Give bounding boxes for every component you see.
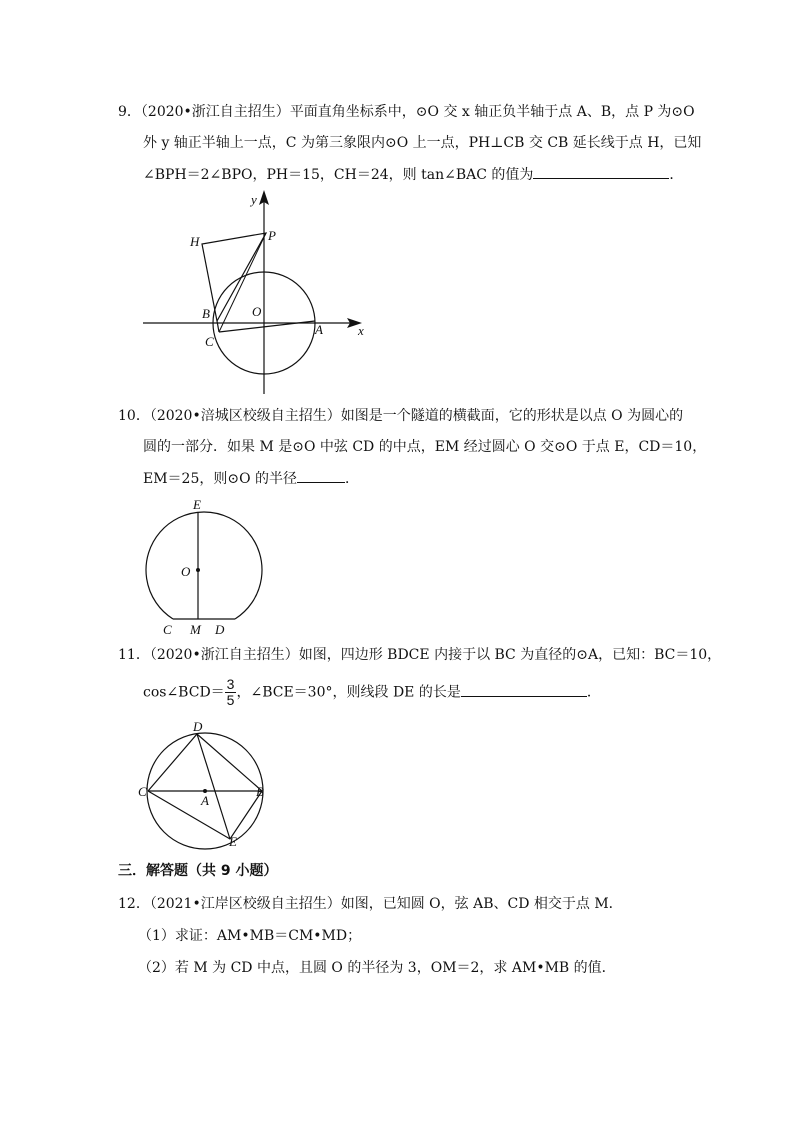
q10-line-3: [143, 468, 359, 489]
label-e: E: [229, 834, 237, 849]
q11-text-1: 如图，四边形 BDCE 内接于以 BC 为直径的⊙A，已知：BC＝10，: [298, 647, 722, 663]
q9-end: ．: [669, 167, 684, 183]
q12-line-1: [118, 894, 623, 914]
q9-text-1: 平面直角坐标系中，⊙O 交 x 轴正负半轴于点 A、B，点 P 为⊙O: [289, 104, 695, 120]
q12-source: （2021•江岸区校级自主招生）: [149, 896, 341, 912]
label-b: B: [256, 784, 264, 799]
label-o: O: [181, 564, 191, 579]
label-d: D: [215, 622, 225, 637]
q10-figure: [135, 496, 265, 641]
q12-text-1: 如图，已知圆 O，弦 AB、CD 相交于点 M．: [340, 896, 623, 912]
fraction-3-5: [225, 677, 237, 708]
label-c: C: [138, 784, 147, 799]
q9-line-1: [118, 102, 695, 122]
q9-answer-blank[interactable]: [533, 164, 669, 179]
q12-part-1: （1）求证：AM•MB＝CM•MD；: [138, 928, 362, 944]
q9-line-2: [143, 133, 701, 153]
q9-number: 9．: [118, 104, 141, 120]
q10-source: （2020•涪城区校级自主招生）: [149, 408, 341, 424]
q10-end: ．: [345, 471, 360, 487]
q9-text-2: 外 y 轴正半轴上一点，C 为第三象限内⊙O 上一点，PH⊥CB 交 CB 延长线于点 H，已知: [143, 135, 702, 151]
q10-line-2: [143, 437, 706, 457]
q11-figure: [138, 721, 278, 851]
q12-number: 12．: [118, 896, 150, 912]
quad-c-d-b-e-c: [148, 734, 262, 839]
q10-number: 10．: [118, 408, 150, 424]
label-h: H: [190, 234, 200, 249]
label-c: C: [205, 334, 214, 349]
q10-text-2: 圆的一部分．如果 M 是⊙O 中弦 CD 的中点，EM 经过圆心 O 交⊙O 于点 E，CD＝10，: [143, 439, 707, 455]
q11-line-2: [143, 677, 601, 708]
label-a: A: [315, 322, 323, 337]
fraction-numerator: 3: [226, 676, 235, 692]
label-e: E: [193, 497, 201, 512]
label-x: x: [358, 323, 364, 338]
section-3-title: 三．解答题（共 9 小题）: [118, 863, 278, 879]
label-p: P: [268, 228, 276, 243]
q9-source: （2020•浙江自主招生）: [140, 104, 290, 120]
label-b: B: [202, 306, 210, 321]
q9-line-3: [143, 164, 683, 185]
q11-number: 11．: [118, 647, 150, 663]
fraction-denominator: 5: [226, 692, 235, 708]
tunnel-arc: [146, 512, 262, 619]
label-d: D: [193, 719, 203, 734]
q10-text-3: EM＝25，则⊙O 的半径: [143, 471, 298, 487]
q10-text-1: 如图是一个隧道的横截面，它的形状是以点 O 为圆心的: [340, 408, 684, 424]
label-o: O: [252, 304, 262, 319]
q11-end: ．: [586, 684, 601, 701]
q12-part-2: （2）若 M 为 CD 中点，且圆 O 的半径为 3，OM＝2，求 AM•MB 的值．: [138, 960, 616, 976]
label-y: y: [251, 192, 257, 207]
q11-source: （2020•浙江自主招生）: [149, 647, 299, 663]
q11-line-1: [118, 645, 721, 665]
q9-figure: [140, 188, 370, 398]
label-c: C: [163, 622, 172, 637]
center-o-dot: [196, 568, 200, 572]
q11-answer-blank[interactable]: [461, 682, 587, 697]
q9-text-3: ∠BPH＝2∠BPO，PH＝15，CH＝24，则 tan∠BAC 的值为: [143, 167, 534, 183]
q10-line-1: [118, 406, 683, 426]
label-a: A: [201, 793, 209, 808]
q11-text-2b: ，∠BCE＝30°，则线段 DE 的长是: [236, 684, 461, 701]
q11-text-2a: cos∠BCD＝: [143, 684, 225, 701]
label-m: M: [190, 622, 201, 637]
q10-answer-blank[interactable]: [297, 468, 345, 483]
